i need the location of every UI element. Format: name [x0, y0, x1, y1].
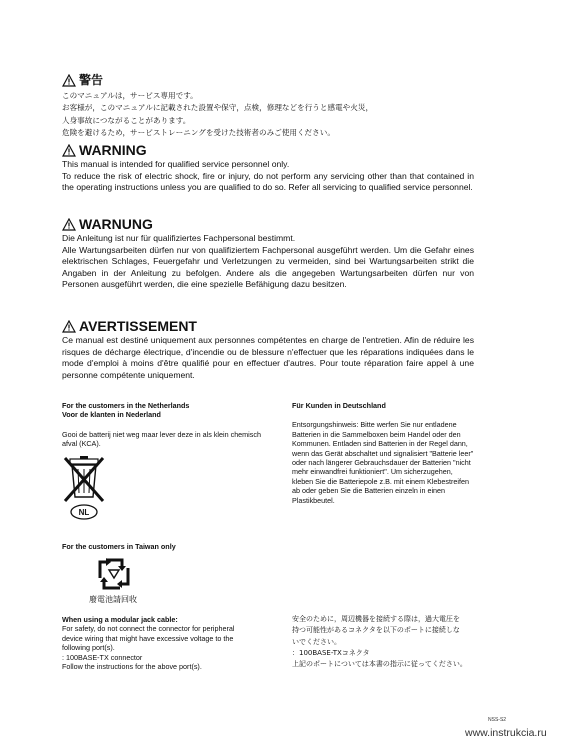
- modular-jack-line: For safety, do not connect the connector for peripheral: [62, 624, 235, 634]
- modular-jack-line: Follow the instructions for the above port(s).: [62, 662, 202, 672]
- nl-logo-text: NL: [78, 507, 90, 517]
- german-warning-paragraph: Die Anleitung ist nur für qualifiziertes Fachpersonal bestimmt.: [62, 233, 296, 243]
- germany-notice: [292, 401, 474, 505]
- english-warning-body: [62, 159, 474, 194]
- modular-jack-jp-line: ：100BASE-TXコネクタ: [292, 648, 370, 657]
- japanese-warning-heading: [62, 72, 474, 88]
- recycle-icon: [96, 556, 132, 592]
- german-warning-title: WARNUNG: [79, 216, 153, 232]
- modular-jack-heading: When using a modular jack cable:: [62, 615, 178, 624]
- modular-jack-jp-line: 安全のために，周辺機器を接続する際は，過大電圧を: [292, 615, 460, 623]
- watermark-url[interactable]: www.instrukcia.ru: [465, 727, 547, 739]
- japanese-warning-title: 警告: [79, 73, 104, 87]
- japanese-warning-line: 人身事故につながることがあります。: [62, 115, 191, 125]
- crossed-bin-kca-icon: [62, 455, 122, 521]
- taiwan-heading: For the customers in Taiwan only: [62, 542, 176, 551]
- japanese-warning-body: [62, 90, 474, 140]
- german-warning-heading: [62, 216, 474, 232]
- warning-triangle-icon: [62, 320, 76, 333]
- japanese-warning-line: お客様が，このマニュアルに記載された設置や保守，点検，修理などを行うと感電や火災，: [62, 103, 374, 113]
- french-warning-body: [62, 335, 474, 381]
- french-warning-heading: [62, 318, 474, 334]
- warning-triangle-icon: [62, 218, 76, 231]
- modular-jack-line: following port(s).: [62, 643, 115, 653]
- german-warning-paragraph: Alle Wartungsarbeiten dürfen nur von qualifiziertem Fachpersonal ausgeführt werden. Um die Gefahr eines elektrischen Schlages, Feuergefahr und Verletzungen zu vermeiden, sind bei Wartungsarbeiten strikt die Angaben in der Anleitung zu befolgen. Andere als die angegeben Wartungsarbeiten dürfen nur von Personen ausgeführt werden, die eine spezielle Befähigung dazu besitzen.: [62, 244, 474, 290]
- german-warning-body: [62, 233, 474, 291]
- modular-jack-notice-en: [62, 615, 277, 671]
- french-warning-paragraph: Ce manual est destiné uniquement aux personnes compétentes en charge de l'entretien. Afin de réduire les risques de décharge électrique, d'incendie ou de blessure n'effectuer que les réparations indiquées dans le mode d'emploi à moins d'être qualifié pour en effectuer d'autres. Pour toute réparation faire appel à une personne compétente uniquement.: [62, 335, 474, 380]
- english-warning-title: WARNING: [79, 142, 147, 158]
- japanese-warning-line: 危険を避けるため，サービストレーニングを受けた技術者のみご使用ください。: [62, 128, 335, 138]
- modular-jack-jp-line: 持つ可能性があるコネクタを以下のポートに接続しな: [292, 626, 460, 635]
- netherlands-notice: [62, 401, 272, 521]
- german-warning-section: [62, 216, 474, 291]
- modular-jack-jp-line: いでください。: [292, 637, 341, 646]
- warning-triangle-icon: [62, 144, 76, 157]
- japanese-warning-line: このマニュアルは，サービス専用です。: [62, 91, 198, 100]
- taiwan-notice: [62, 542, 272, 606]
- english-warning-paragraph: This manual is intended for qualified service personnel only.: [62, 159, 290, 169]
- germany-text: Entsorgungshinweis: Bitte werfen Sie nur entladene Batterien in die Sammelboxen beim Handel oder den Kommunen. Entladen sind Batterien in der Regel dann, wenn das Gerät abschaltet und signalisiert "Batterie leer" oder nach längerer Gebrauchsdauer der Batterien "nicht mehr einwandfrei funktioniert". Um sicherzugehen, kleben Sie die Batteriepole z.B. mit einem Klebestreifen ab oder geben Sie die Batterien einzeln in einen Plastikbeutel.: [292, 420, 474, 505]
- french-warning-section: [62, 318, 474, 381]
- netherlands-text: Gooi de batterij niet weg maar lever deze in als klein chemisch afval (KCA).: [62, 429, 261, 449]
- modular-jack-notice-jp: [292, 614, 492, 670]
- french-warning-title: AVERTISSEMENT: [79, 318, 197, 334]
- english-warning-heading: [62, 142, 474, 158]
- japanese-warning-section: [62, 72, 474, 140]
- document-code: NSS-S2: [488, 717, 507, 723]
- english-warning-paragraph: To reduce the risk of electric shock, fire or injury, do not perform any servicing other than that contained in the operating instructions unless you are qualified to do so. Refer all servicing to qualified service personnel.: [62, 170, 474, 193]
- netherlands-heading-nl: Voor de klanten in Nederland: [62, 410, 161, 420]
- modular-jack-jp-line: 上記のポートについては本書の指示に従ってください。: [292, 660, 467, 669]
- netherlands-heading-en: For the customers in the Netherlands: [62, 401, 190, 410]
- recycle-caption: 廢電池請回收: [89, 595, 137, 605]
- warning-triangle-icon: [62, 74, 76, 87]
- english-warning-section: [62, 142, 474, 194]
- modular-jack-line: : 100BASE-TX connector: [62, 652, 143, 662]
- germany-heading: Für Kunden in Deutschland: [292, 401, 386, 410]
- modular-jack-line: device wiring that might have excessive voltage to the: [62, 633, 234, 643]
